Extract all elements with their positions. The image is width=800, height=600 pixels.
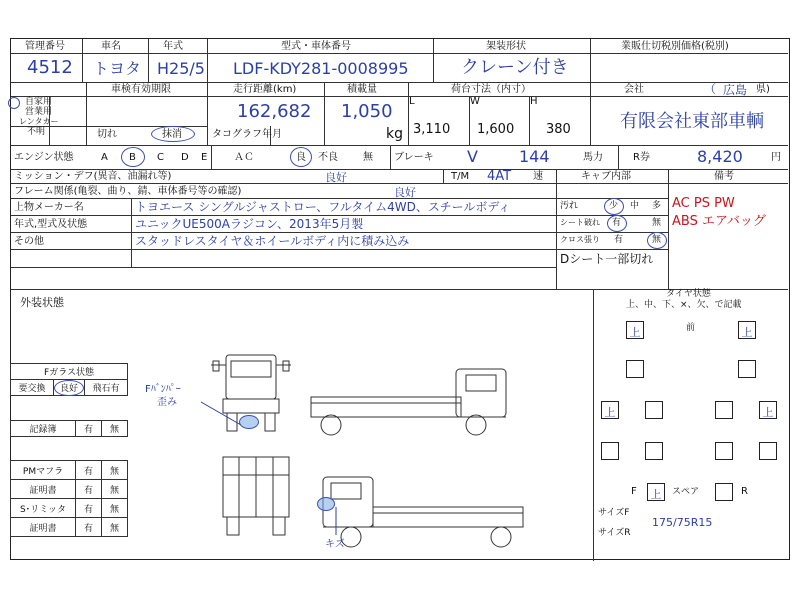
ac-bad: 不良 — [318, 152, 338, 163]
nidai-label: 荷台寸法（内寸） — [451, 84, 531, 95]
grid-line — [11, 249, 556, 250]
r-label: R券 — [633, 152, 650, 163]
eigyo-label: 営業用 — [25, 107, 53, 117]
grid-line — [590, 39, 591, 82]
r-value: 8,420 — [697, 147, 743, 166]
bumper-note-1: Fﾊﾞﾝﾊﾟｰ — [145, 384, 181, 395]
L-label: L — [409, 96, 415, 107]
upper-value: トヨエース シングルジャストロー、フルタイム4WD、スチールボディ — [135, 200, 511, 214]
grid-line — [433, 39, 434, 82]
grid-line — [408, 82, 409, 145]
kanri-label: 管理番号 — [25, 41, 65, 52]
row-label: 証明書 — [11, 518, 76, 537]
kanri-value: 4512 — [27, 57, 73, 78]
row-label: 記録簿 — [11, 421, 76, 437]
yogore-ta: 多 — [652, 201, 662, 211]
cab-label: キャブ内部 — [581, 171, 631, 182]
pm-table — [10, 460, 128, 537]
grade-E: E — [201, 152, 208, 163]
soko-label: 走行距離(km) — [233, 84, 297, 95]
tire-slot — [715, 442, 733, 460]
front-label: 前 — [686, 323, 696, 333]
biko-label: 備考 — [714, 171, 734, 182]
grid-line — [324, 82, 325, 145]
yogore-label: 汚れ — [560, 201, 579, 211]
row-yes: 有 — [76, 480, 102, 499]
grid-line — [86, 82, 87, 145]
price-label: 業販仕切税別価格(税別) — [621, 41, 729, 52]
grid-line — [11, 96, 788, 97]
pref-close: 県) — [756, 84, 770, 95]
inspection-sheet — [10, 38, 790, 560]
grid-line — [11, 198, 556, 199]
tire-slot — [645, 442, 663, 460]
seat-yu: 有 — [612, 218, 622, 228]
grid-line — [11, 169, 788, 170]
grid-line — [668, 169, 669, 289]
exterior-title: 外装状態 — [20, 296, 64, 309]
grid-line — [207, 82, 208, 145]
nenshiki-label: 年式 — [163, 41, 183, 52]
upper-label: 上物メーカー名 — [14, 202, 84, 213]
ac-good: 良 — [296, 152, 306, 163]
grid-line — [556, 169, 557, 289]
row-no: 無 — [102, 421, 128, 437]
hp-label: 馬力 — [583, 152, 603, 163]
grid-line — [11, 215, 556, 216]
r-unit: 円 — [771, 152, 781, 163]
glass-opt-0: 要交換 — [11, 380, 54, 396]
sekisai-value: 1,050 — [341, 101, 393, 122]
ac-label: ＡＣ — [234, 152, 254, 163]
W-value: 1,600 — [477, 122, 515, 137]
seat-label: シート破れ — [560, 218, 600, 227]
grid-line — [11, 267, 556, 268]
tire-slot — [715, 401, 733, 419]
brake-label: ブレーキ — [394, 152, 434, 163]
shaken-label: 車検有効期限 — [111, 84, 171, 95]
row-yes: 有 — [76, 461, 102, 480]
grid-line — [556, 249, 668, 250]
tire-slot — [645, 401, 663, 419]
grid-line — [11, 232, 556, 233]
tire-legend: 上、中、下、×、欠、で記載 — [626, 300, 742, 310]
kaisha-label: 会社 — [624, 84, 644, 95]
row-label: S･リミッタ — [11, 499, 76, 518]
grid-line — [131, 198, 132, 267]
bumper-note-2: 歪み — [157, 397, 177, 408]
grid-line — [148, 39, 149, 82]
row-yes: 有 — [76, 499, 102, 518]
mission-value: 良好 — [325, 171, 347, 184]
brake-value: V — [467, 147, 478, 166]
grid-line — [593, 289, 594, 561]
spare-label: スペア — [672, 487, 700, 497]
grid-line — [82, 39, 83, 82]
company-value: 有限会社東部車輌 — [620, 111, 764, 132]
tire-rear-right-outer: 上 — [759, 401, 777, 419]
massho-label: 抹消 — [162, 129, 182, 140]
mission-label: ミッション・デフ(異音、油漏れ等) — [14, 171, 172, 182]
frame-label: フレーム関係(亀裂、曲り、錆、車体番号等の確認) — [14, 186, 242, 197]
tire-front-right: 上 — [738, 321, 756, 339]
grade-B: B — [129, 152, 136, 163]
kire-label: 切れ — [97, 129, 117, 140]
sizeR-label: サイズR — [598, 528, 631, 538]
grid-line — [211, 145, 212, 169]
other-label: その他 — [14, 236, 44, 247]
H-value: 380 — [546, 122, 571, 137]
glass-opt-1: 良好 — [54, 380, 85, 396]
year-label: 年式,型式及状態 — [14, 219, 88, 230]
fumei-label: 不明 — [27, 127, 46, 137]
jikayo-circle — [8, 97, 20, 109]
truck-side-view-bottom — [323, 477, 523, 547]
yogore-sho: 少 — [609, 201, 619, 211]
tm-value: 4AT — [487, 169, 512, 184]
hp-value: 144 — [519, 147, 550, 166]
tacho-label: タコグラフ年月 — [212, 129, 282, 140]
cloth-label: クロス張り — [560, 235, 600, 244]
grade-C: C — [157, 152, 164, 163]
row-no: 無 — [102, 518, 128, 537]
grid-line — [11, 82, 788, 83]
kirokubo-table — [10, 420, 128, 437]
biko-line-2: ABS エアバッグ — [672, 214, 766, 229]
kizu-note: キズ — [325, 539, 345, 550]
sizeF-value: 175/75R15 — [652, 516, 713, 529]
W-label: W — [470, 96, 480, 107]
grid-line — [207, 39, 208, 82]
tire-rear-left-outer: 上 — [601, 401, 619, 419]
frame-value: 良好 — [394, 186, 416, 199]
sizeF-label: サイズF — [598, 508, 630, 518]
tire-title: タイヤ状態 — [666, 289, 711, 299]
sogi-value: クレーン付き — [461, 57, 569, 78]
katashiki-value: LDF-KDY281-0008995 — [233, 59, 409, 78]
dseat-note: Dシート一部切れ — [560, 252, 654, 266]
row-yes: 有 — [76, 421, 102, 437]
row-no: 無 — [102, 461, 128, 480]
grid-line — [443, 169, 444, 183]
grid-line — [11, 183, 788, 184]
engine-label: エンジン状態 — [14, 152, 74, 163]
tire-front-left: 上 — [626, 321, 644, 339]
spare-R-box — [715, 483, 733, 501]
grid-line — [590, 82, 591, 145]
seat-mu: 無 — [652, 218, 662, 228]
shamei-value: トヨタ — [93, 59, 142, 78]
rental-label: レンタカー — [19, 117, 59, 126]
grid-line — [390, 145, 391, 169]
glass-table — [10, 363, 128, 396]
sogi-label: 架装形状 — [486, 41, 526, 52]
cloth-yu: 有 — [614, 235, 624, 245]
row-label: PMマフラ — [11, 461, 76, 480]
tire-slot — [759, 442, 777, 460]
tire-slot — [601, 442, 619, 460]
glass-opt-2: 飛石有 — [84, 380, 127, 396]
year-value: ユニックUE500Aラジコン、2013年5月製 — [135, 217, 364, 231]
H-label: H — [530, 96, 538, 107]
row-yes: 有 — [76, 518, 102, 537]
L-value: 3,110 — [413, 122, 451, 137]
jikayo-label: 自家用 — [25, 97, 53, 107]
pref-value: 広島 — [723, 83, 748, 97]
sekisai-label: 積載量 — [347, 84, 377, 95]
row-no: 無 — [102, 480, 128, 499]
tm-label: T/M — [451, 171, 470, 182]
yogore-chu: 中 — [630, 201, 640, 211]
nenshiki-value: H25/5 — [157, 59, 205, 78]
soko-value: 162,682 — [237, 101, 312, 122]
spare-F-box: 上 — [647, 483, 665, 501]
grid-line — [11, 145, 788, 146]
cloth-mu: 無 — [652, 235, 662, 245]
other-value: スタッドレスタイヤ＆ホイールボディ内に積み込み — [135, 234, 410, 248]
annotation-lines — [191, 397, 351, 547]
spare-R-label: R — [741, 486, 748, 497]
glass-title: Fガラス状態 — [11, 364, 128, 380]
grid-line — [618, 145, 619, 169]
grade-A: A — [101, 152, 108, 163]
grade-D: D — [181, 152, 189, 163]
sekisai-unit: kg — [386, 126, 403, 142]
ac-none: 無 — [363, 152, 373, 163]
row-label: 証明書 — [11, 480, 76, 499]
tire-slot — [738, 360, 756, 378]
tire-slot — [626, 360, 644, 378]
biko-line-1: AC PS PW — [672, 196, 735, 211]
shamei-label: 車名 — [101, 41, 121, 52]
row-no: 無 — [102, 499, 128, 518]
grid-line — [11, 53, 788, 54]
katashiki-label: 型式・車体番号 — [281, 41, 351, 52]
tm-unit: 速 — [533, 171, 543, 182]
spare-F-label: F — [631, 486, 637, 497]
pref-open: （ — [704, 82, 717, 96]
